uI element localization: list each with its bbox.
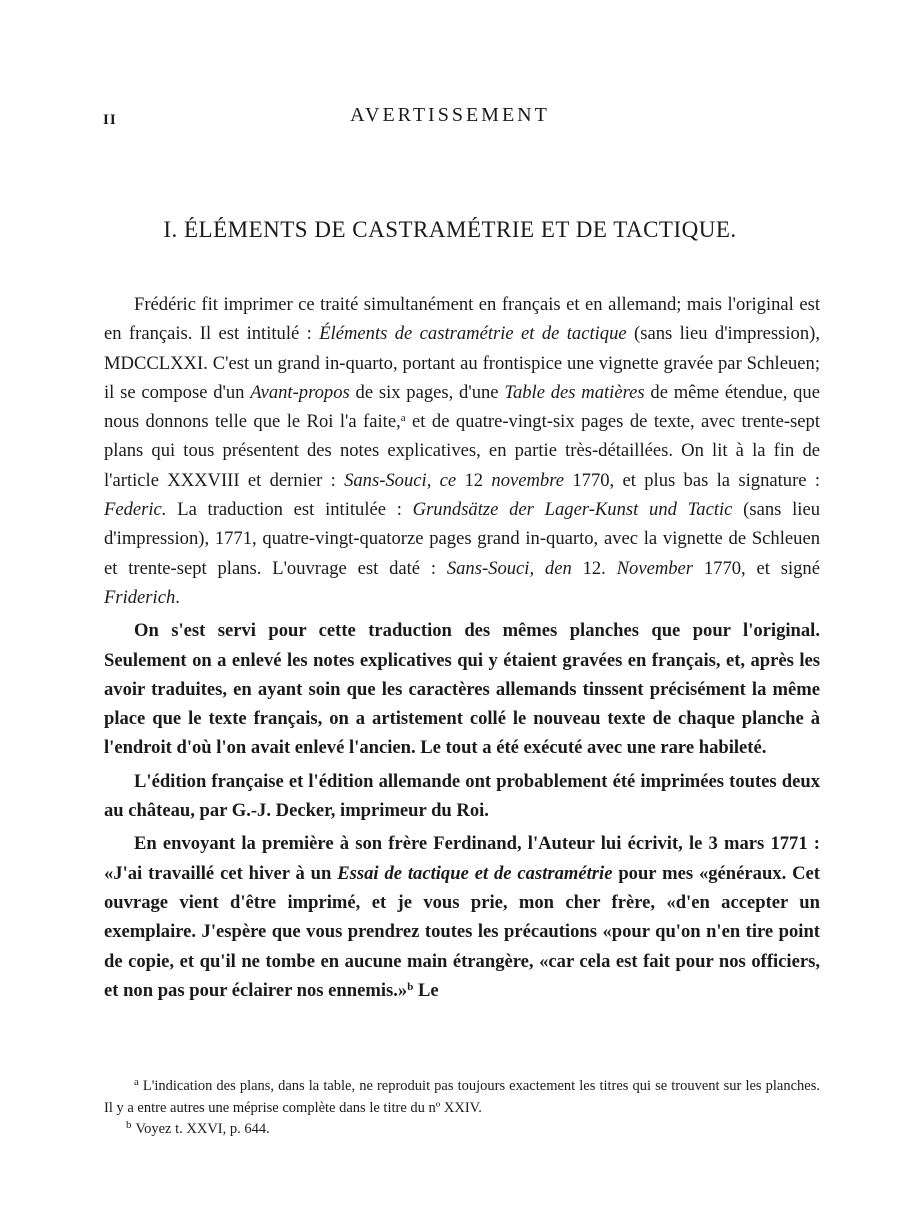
p1-text-6: 12 bbox=[456, 469, 492, 491]
footnote-ref-a[interactable]: a bbox=[400, 412, 406, 425]
paragraph-1 bbox=[104, 290, 820, 612]
footnote-b bbox=[104, 1119, 820, 1141]
p1-title-fr: Éléments de castramétrie et de tactique bbox=[319, 323, 627, 345]
p1-place-de: Sans-Souci, den bbox=[446, 557, 572, 579]
footnote-a-mark: a bbox=[134, 1076, 139, 1088]
footnotes bbox=[104, 1076, 820, 1141]
p1-text-9: (sans lieu d'impression), 1771, quatre-vingt-quatorze pages grand in-quarto, avec la vignette de Schleuen et trente-sept plans. L'ouvrage est daté : bbox=[104, 499, 820, 579]
p1-avant-propos: Avant-propos bbox=[250, 381, 350, 403]
footnote-a-text: L'indication des plans, dans la table, ne reproduit pas toujours exactement les titres qui se trouvent sur les planches. Il y a entre autres une méprise complète dans le titre du nº XXIV. bbox=[104, 1078, 820, 1116]
p1-text-8: La traduction est intitulée : bbox=[166, 499, 413, 521]
paragraph-4 bbox=[104, 829, 820, 1005]
page-number: II bbox=[103, 112, 117, 128]
footnote-a bbox=[104, 1076, 820, 1119]
p1-text-5: et de quatre-vingt-six pages de texte, avec trente-sept plans qui tous présentent des notes explicatives, en partie très-détaillées. On lit à la fin de l'article XXXVIII et dernier : bbox=[104, 411, 820, 491]
section-title: I. ÉLÉMENTS DE CASTRAMÉTRIE ET DE TACTIQUE. bbox=[163, 217, 737, 242]
p1-text-2: (sans lieu d'impression), MDCCLXXI. C'est un grand in-quarto, portant au frontispice une vignette gravée par Schleuen; il se compose d'un bbox=[104, 323, 820, 403]
p1-signature-de: Friderich bbox=[104, 586, 176, 608]
footnote-b-text: Voyez t. XXVI, p. 644. bbox=[135, 1121, 270, 1137]
p1-text-11: 1770, et signé bbox=[693, 557, 820, 579]
p1-text-1: Frédéric fit imprimer ce traité simultanément en français et en allemand; mais l'original est en français. Il est intitulé : bbox=[104, 294, 820, 345]
body-text bbox=[104, 290, 820, 1005]
p1-text-12: . bbox=[175, 586, 180, 608]
p1-place-fr: Sans-Souci, ce bbox=[344, 469, 457, 491]
p1-month-fr: novembre bbox=[491, 469, 565, 491]
p4-text-3: Le bbox=[413, 979, 439, 1001]
p4-text-2: pour mes «généraux. Cet ouvrage vient d'être imprimé, et je vous prie, mon cher frère, «d'en accepter un exemplaire. J'espère que vous prendrez toutes les précautions «pour qu'on n'en tire point de copie, et qu'il ne tombe en aucune main étrangère, «car cela est fait pour nos officiers, et non pas pour éclairer nos ennemis.» bbox=[104, 862, 820, 1001]
footnote-ref-b[interactable]: b bbox=[407, 980, 414, 993]
p4-essai-title: Essai de tactique et de castramétrie bbox=[337, 862, 613, 884]
p1-text-4: de même étendue, que nous donnons telle que le Roi l'a faite, bbox=[104, 381, 820, 433]
p1-table-des-matieres: Table des matières bbox=[504, 381, 645, 403]
p1-title-de: Grundsätze der Lager-Kunst und Tactic bbox=[412, 499, 733, 521]
p1-text-7: 1770, et plus bas la signature : bbox=[564, 469, 821, 491]
p1-text-10: 12. bbox=[571, 557, 617, 579]
paragraph-2: On s'est servi pour cette traduction des mêmes planches que pour l'original. Seulement on a enlevé les notes explicatives qui y étaient gravées en français, et, après les avoir traduites, en ayant soin que les caractères allemands tinssent précisément la même place que le texte français, on a artistement collé le nouveau texte de chaque planche à l'endroit d'où l'on avait enlevé l'ancien. Le tout a été exécuté avec une rare habileté. bbox=[104, 620, 820, 759]
p1-month-de: November bbox=[616, 557, 694, 579]
p1-signature-fr: Federic. bbox=[104, 499, 167, 521]
p1-text-3: de six pages, d'une bbox=[349, 381, 505, 403]
paragraph-3: L'édition française et l'édition allemande ont probablement été imprimées toutes deux au château, par G.-J. Decker, imprimeur du Roi. bbox=[104, 770, 820, 822]
footnote-b-mark: b bbox=[126, 1119, 132, 1131]
running-header: AVERTISSEMENT bbox=[350, 104, 550, 126]
p4-text-1: En envoyant la première à son frère Ferdinand, l'Auteur lui écrivit, le 3 mars 1771 : «J'ai travaillé cet hiver à un bbox=[104, 833, 820, 884]
